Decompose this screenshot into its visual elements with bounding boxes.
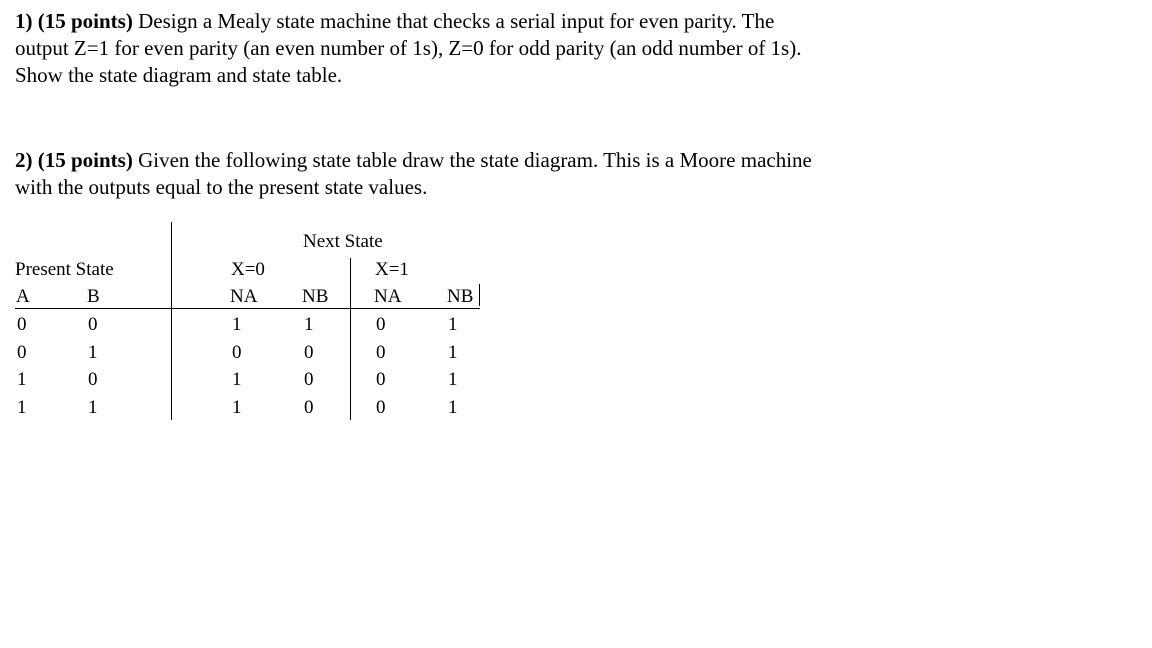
next-state-header: Next State (303, 231, 383, 252)
question-1-text: Design a Mealy state machine that checks a serial input for even parity. The (138, 9, 775, 33)
table-cell-a: 1 (17, 397, 27, 418)
question-2-line-1 (15, 147, 812, 174)
table-cell-nb-x1: 1 (448, 369, 458, 390)
question-1-line-2: output Z=1 for even parity (an even number of 1s), Z=0 for odd parity (an odd number of 1s). (15, 36, 802, 60)
column-na-x0-header: NA (230, 286, 258, 307)
x0-header: X=0 (231, 259, 265, 280)
table-cell-nb-x0: 1 (304, 314, 314, 335)
question-2-points: (15 points) (37, 148, 133, 172)
column-b-header: B (87, 286, 100, 307)
table-cell-na-x1: 0 (376, 342, 386, 363)
question-2-text: Given the following state table draw the state diagram. This is a Moore machine (138, 148, 812, 172)
table-cell-na-x0: 0 (232, 342, 242, 363)
table-header-rule (15, 308, 480, 309)
table-cell-edge (479, 284, 480, 306)
column-na-x1-header: NA (374, 286, 402, 307)
question-1-number: 1) (15, 9, 33, 33)
table-cell-nb-x1: 1 (448, 314, 458, 335)
question-2-number: 2) (15, 148, 33, 172)
question-2-line-2: with the outputs equal to the present state values. (15, 175, 428, 199)
question-1-line-1 (15, 8, 801, 35)
table-cell-nb-x1: 1 (448, 342, 458, 363)
table-cell-a: 0 (17, 314, 27, 335)
table-cell-b: 1 (88, 342, 98, 363)
question-1 (15, 8, 801, 89)
question-1-line-3: Show the state diagram and state table. (15, 63, 343, 87)
table-cell-na-x0: 1 (232, 314, 242, 335)
x1-header: X=1 (375, 259, 409, 280)
table-cell-nb-x0: 0 (304, 369, 314, 390)
table-cell-nb-x0: 0 (304, 342, 314, 363)
table-cell-na-x1: 0 (376, 369, 386, 390)
column-a-header: A (16, 286, 30, 307)
table-cell-na-x0: 1 (232, 397, 242, 418)
present-state-header: Present State (15, 259, 114, 280)
question-2 (15, 147, 812, 201)
table-divider-x0-x1 (350, 258, 351, 420)
table-cell-b: 1 (88, 397, 98, 418)
table-cell-na-x1: 0 (376, 397, 386, 418)
table-cell-a: 1 (17, 369, 27, 390)
table-cell-nb-x1: 1 (448, 397, 458, 418)
column-nb-x1-header: NB (447, 286, 474, 307)
table-cell-a: 0 (17, 342, 27, 363)
table-cell-na-x1: 0 (376, 314, 386, 335)
table-cell-b: 0 (88, 369, 98, 390)
table-cell-na-x0: 1 (232, 369, 242, 390)
table-cell-b: 0 (88, 314, 98, 335)
table-cell-nb-x0: 0 (304, 397, 314, 418)
column-nb-x0-header: NB (302, 286, 329, 307)
table-divider-present-next (171, 222, 172, 420)
question-1-points: (15 points) (37, 9, 133, 33)
